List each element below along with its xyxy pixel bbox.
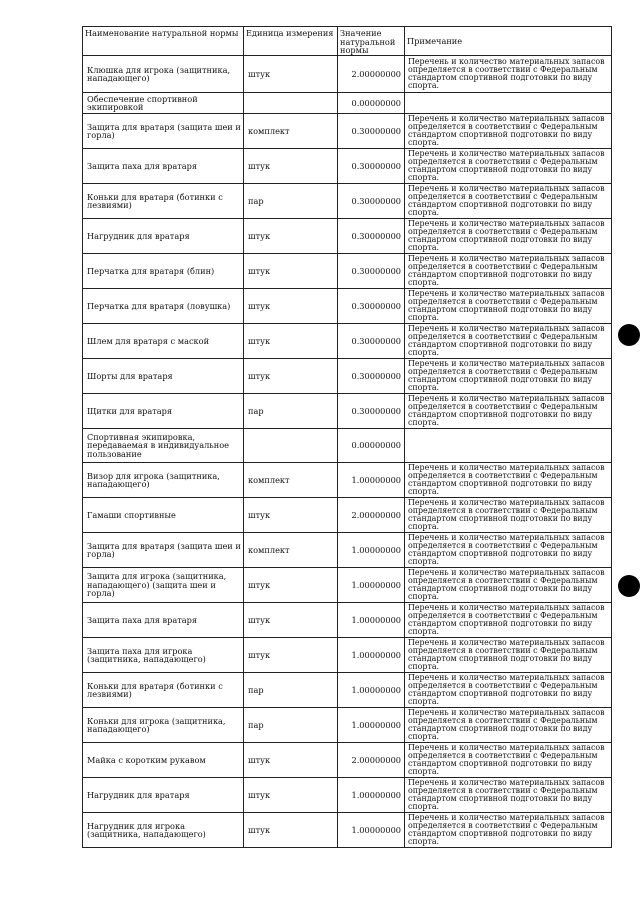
table-row xyxy=(83,498,612,533)
row-name: Визор для игрока (защитника, нападающего) xyxy=(83,463,244,498)
row-note: Перечень и количество материальных запасов определяется в соответствии с Федеральным стандартом спортивной подготовки по виду спорта. xyxy=(405,359,612,394)
row-note: Перечень и количество материальных запасов определяется в соответствии с Федеральным стандартом спортивной подготовки по виду спорта. xyxy=(405,743,612,778)
table-row xyxy=(83,813,612,848)
row-unit: штук xyxy=(244,603,338,638)
table-row xyxy=(83,743,612,778)
table-row xyxy=(83,219,612,254)
row-note xyxy=(405,429,612,463)
row-value: 2.00000000 xyxy=(338,498,405,533)
table-row xyxy=(83,463,612,498)
row-value: 1.00000000 xyxy=(338,708,405,743)
row-note: Перечень и количество материальных запасов определяется в соответствии с Федеральным стандартом спортивной подготовки по виду спорта. xyxy=(405,56,612,93)
row-name: Щитки для вратаря xyxy=(83,394,244,429)
row-note: Перечень и количество материальных запасов определяется в соответствии с Федеральным стандартом спортивной подготовки по виду спорта. xyxy=(405,498,612,533)
row-note: Перечень и количество материальных запасов определяется в соответствии с Федеральным стандартом спортивной подготовки по виду спорта. xyxy=(405,324,612,359)
row-unit: штук xyxy=(244,778,338,813)
row-value: 0.30000000 xyxy=(338,184,405,219)
row-note xyxy=(405,93,612,114)
row-unit xyxy=(244,429,338,463)
row-unit: штук xyxy=(244,149,338,184)
table-row xyxy=(83,708,612,743)
table-row xyxy=(83,184,612,219)
table-row xyxy=(83,93,612,114)
row-note: Перечень и количество материальных запасов определяется в соответствии с Федеральным стандартом спортивной подготовки по виду спорта. xyxy=(405,673,612,708)
row-value: 1.00000000 xyxy=(338,778,405,813)
row-note: Перечень и количество материальных запасов определяется в соответствии с Федеральным стандартом спортивной подготовки по виду спорта. xyxy=(405,638,612,673)
row-unit: комплект xyxy=(244,114,338,149)
table-row xyxy=(83,673,612,708)
punch-hole-top xyxy=(618,324,640,346)
row-note: Перечень и количество материальных запасов определяется в соответствии с Федеральным стандартом спортивной подготовки по виду спорта. xyxy=(405,603,612,638)
row-name: Защита паха для игрока (защитника, нападающего) xyxy=(83,638,244,673)
row-value: 1.00000000 xyxy=(338,813,405,848)
row-value: 0.30000000 xyxy=(338,394,405,429)
row-note: Перечень и количество материальных запасов определяется в соответствии с Федеральным стандартом спортивной подготовки по виду спорта. xyxy=(405,813,612,848)
row-note: Перечень и количество материальных запасов определяется в соответствии с Федеральным стандартом спортивной подготовки по виду спорта. xyxy=(405,708,612,743)
table-row xyxy=(83,394,612,429)
row-unit: штук xyxy=(244,289,338,324)
row-value: 0.30000000 xyxy=(338,114,405,149)
table-row xyxy=(83,429,612,463)
row-name: Гамаши спортивные xyxy=(83,498,244,533)
row-value: 0.30000000 xyxy=(338,254,405,289)
row-unit: штук xyxy=(244,743,338,778)
row-value: 1.00000000 xyxy=(338,568,405,603)
row-name: Спортивная экипировка, передаваемая в индивидуальное пользование xyxy=(83,429,244,463)
table-row xyxy=(83,778,612,813)
row-name: Нагрудник для вратаря xyxy=(83,778,244,813)
row-name: Клюшка для игрока (защитника, нападающего) xyxy=(83,56,244,93)
row-name: Майка с коротким рукавом xyxy=(83,743,244,778)
header-note: Примечание xyxy=(405,27,612,56)
row-unit: пар xyxy=(244,394,338,429)
row-note: Перечень и количество материальных запасов определяется в соответствии с Федеральным стандартом спортивной подготовки по виду спорта. xyxy=(405,778,612,813)
punch-hole-bottom xyxy=(618,575,640,597)
row-note: Перечень и количество материальных запасов определяется в соответствии с Федеральным стандартом спортивной подготовки по виду спорта. xyxy=(405,219,612,254)
row-value: 0.30000000 xyxy=(338,289,405,324)
row-name: Обеспечение спортивной экипировкой xyxy=(83,93,244,114)
row-name: Шлем для вратаря с маской xyxy=(83,324,244,359)
row-value: 0.30000000 xyxy=(338,149,405,184)
header-value: Значение натуральной нормы xyxy=(338,27,405,56)
norms-table xyxy=(82,26,612,848)
row-unit: комплект xyxy=(244,463,338,498)
row-unit xyxy=(244,93,338,114)
row-unit: штук xyxy=(244,324,338,359)
table-header-row xyxy=(83,27,612,56)
row-name: Защита для вратаря (защита шеи и горла) xyxy=(83,533,244,568)
row-value: 1.00000000 xyxy=(338,603,405,638)
row-note: Перечень и количество материальных запасов определяется в соответствии с Федеральным стандартом спортивной подготовки по виду спорта. xyxy=(405,533,612,568)
row-unit: пар xyxy=(244,708,338,743)
row-name: Нагрудник для игрока (защитника, нападающего) xyxy=(83,813,244,848)
row-note: Перечень и количество материальных запасов определяется в соответствии с Федеральным стандартом спортивной подготовки по виду спорта. xyxy=(405,254,612,289)
row-value: 1.00000000 xyxy=(338,638,405,673)
row-note: Перечень и количество материальных запасов определяется в соответствии с Федеральным стандартом спортивной подготовки по виду спорта. xyxy=(405,184,612,219)
row-note: Перечень и количество материальных запасов определяется в соответствии с Федеральным стандартом спортивной подготовки по виду спорта. xyxy=(405,114,612,149)
row-name: Защита для вратаря (защита шеи и горла) xyxy=(83,114,244,149)
table-row xyxy=(83,149,612,184)
row-name: Перчатка для вратаря (блин) xyxy=(83,254,244,289)
row-unit: штук xyxy=(244,498,338,533)
row-unit: штук xyxy=(244,56,338,93)
row-note: Перечень и количество материальных запасов определяется в соответствии с Федеральным стандартом спортивной подготовки по виду спорта. xyxy=(405,568,612,603)
row-name: Коньки для вратаря (ботинки с лезвиями) xyxy=(83,673,244,708)
row-value: 0.30000000 xyxy=(338,359,405,394)
row-unit: пар xyxy=(244,673,338,708)
row-name: Коньки для вратаря (ботинки с лезвиями) xyxy=(83,184,244,219)
table-row xyxy=(83,56,612,93)
row-value: 1.00000000 xyxy=(338,533,405,568)
row-unit: штук xyxy=(244,638,338,673)
table-row xyxy=(83,603,612,638)
table-row xyxy=(83,568,612,603)
row-unit: комплект xyxy=(244,533,338,568)
table-row xyxy=(83,533,612,568)
table-row xyxy=(83,289,612,324)
row-name: Защита паха для вратаря xyxy=(83,603,244,638)
table-row xyxy=(83,324,612,359)
row-name: Защита для игрока (защитника, нападающего) (защита шеи и горла) xyxy=(83,568,244,603)
row-name: Шорты для вратаря xyxy=(83,359,244,394)
header-unit: Единица измерения xyxy=(244,27,338,56)
row-name: Защита паха для вратаря xyxy=(83,149,244,184)
row-unit: штук xyxy=(244,813,338,848)
row-name: Нагрудник для вратаря xyxy=(83,219,244,254)
table-row xyxy=(83,114,612,149)
row-note: Перечень и количество материальных запасов определяется в соответствии с Федеральным стандартом спортивной подготовки по виду спорта. xyxy=(405,394,612,429)
table-row xyxy=(83,254,612,289)
row-unit: штук xyxy=(244,254,338,289)
table-row xyxy=(83,359,612,394)
row-unit: штук xyxy=(244,219,338,254)
row-note: Перечень и количество материальных запасов определяется в соответствии с Федеральным стандартом спортивной подготовки по виду спорта. xyxy=(405,463,612,498)
row-unit: штук xyxy=(244,568,338,603)
row-value: 0.00000000 xyxy=(338,429,405,463)
norms-table-container xyxy=(82,26,611,848)
row-unit: пар xyxy=(244,184,338,219)
header-name: Наименование натуральной нормы xyxy=(83,27,244,56)
row-value: 1.00000000 xyxy=(338,673,405,708)
row-value: 2.00000000 xyxy=(338,56,405,93)
row-value: 1.00000000 xyxy=(338,463,405,498)
row-name: Коньки для игрока (защитника, нападающего) xyxy=(83,708,244,743)
row-note: Перечень и количество материальных запасов определяется в соответствии с Федеральным стандартом спортивной подготовки по виду спорта. xyxy=(405,149,612,184)
row-value: 0.30000000 xyxy=(338,219,405,254)
row-value: 2.00000000 xyxy=(338,743,405,778)
row-name: Перчатка для вратаря (ловушка) xyxy=(83,289,244,324)
row-note: Перечень и количество материальных запасов определяется в соответствии с Федеральным стандартом спортивной подготовки по виду спорта. xyxy=(405,289,612,324)
table-row xyxy=(83,638,612,673)
row-unit: штук xyxy=(244,359,338,394)
row-value: 0.30000000 xyxy=(338,324,405,359)
row-value: 0.00000000 xyxy=(338,93,405,114)
